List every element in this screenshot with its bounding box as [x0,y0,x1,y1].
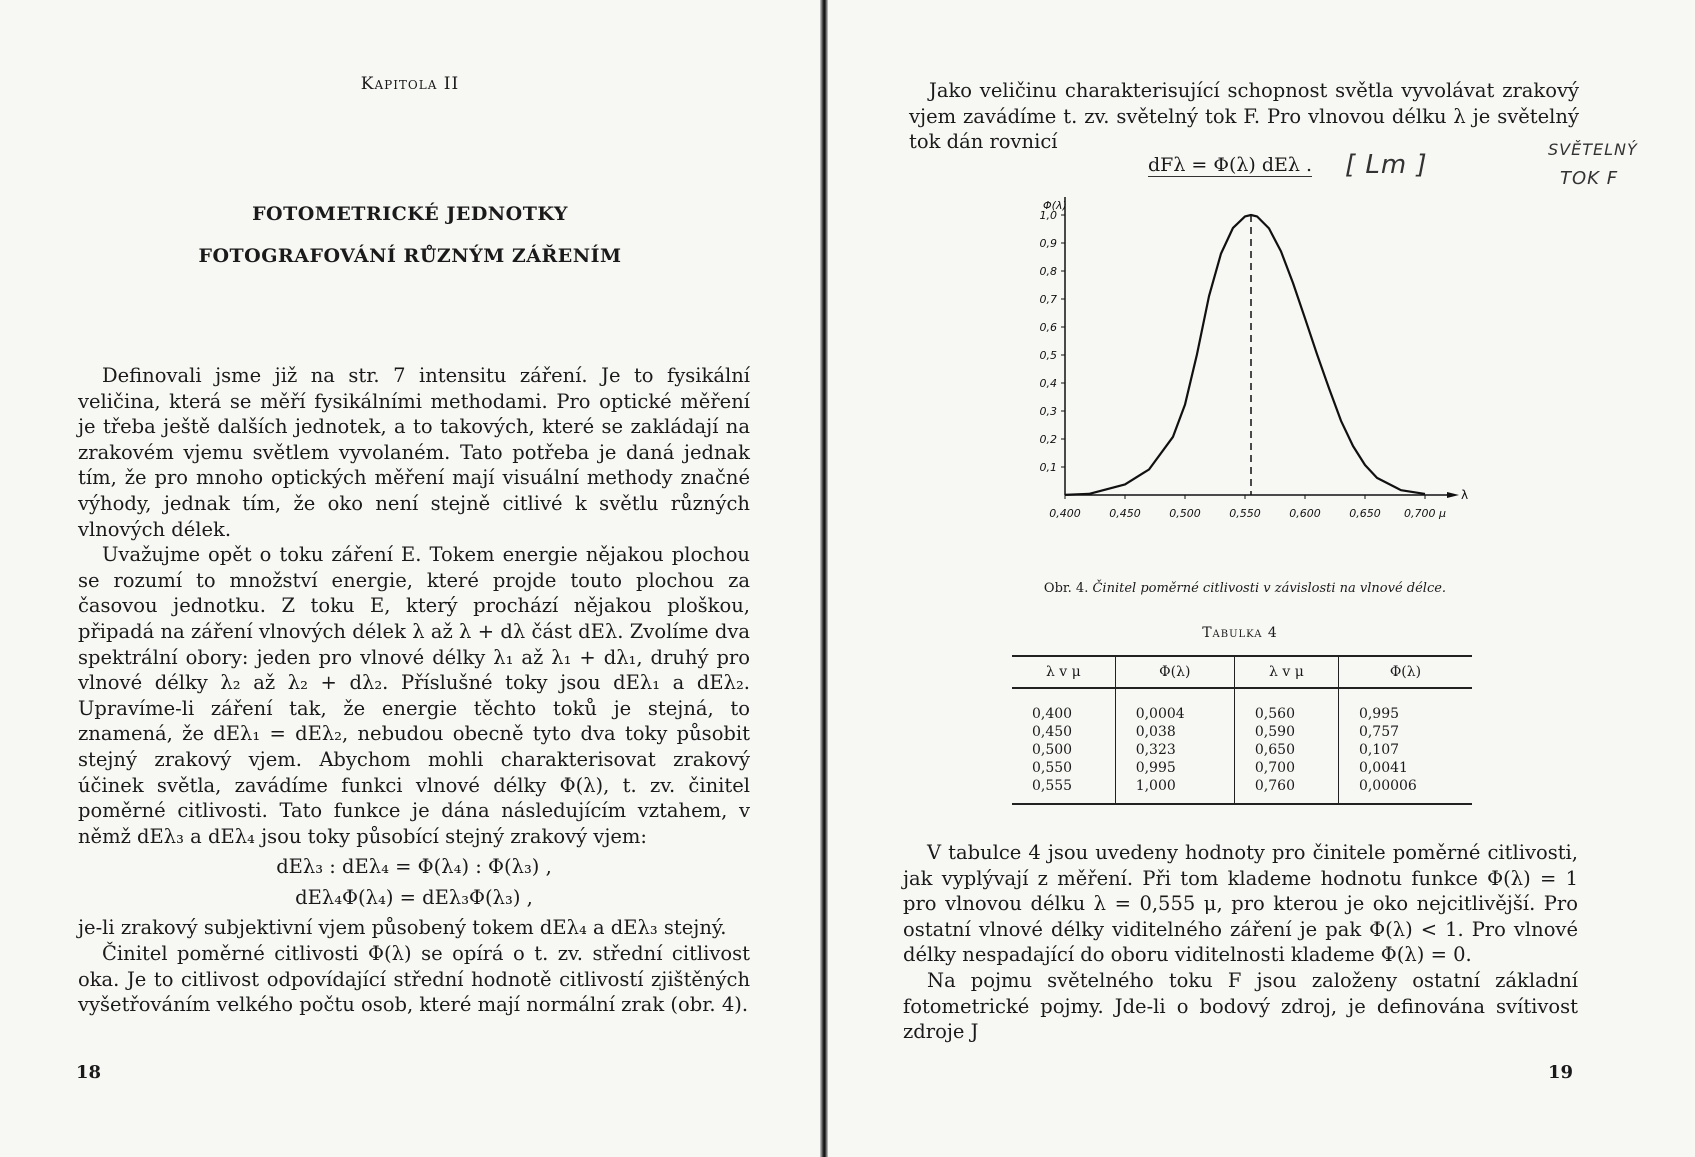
table-column [1234,688,1338,804]
table-cell: 0,650 [1254,742,1295,758]
chapter-title-line1: FOTOMETRICKÉ JEDNOTKY [252,203,568,225]
y-tick-label: 1,0 [1039,209,1057,222]
table-cell: 0,0004 [1135,706,1185,722]
table-cell: 0,400 [1032,706,1073,722]
x-tick-label: 0,550 [1229,507,1261,520]
table-title: Tabulka 4 [1202,625,1278,641]
paragraph: Definovali jsme již na str. 7 intensitu záření. Je to fysikální veličina, která se měří fysikálními methodami. Pro optické měření je třeba ještě dalších jednotek, a to takových, které se zakládají na zrakovém vjemu světlem vyvolaném. Tato potřeba je daná jednak tím, že pro mnoho optických měření mají visuální methody značné výhody, jednak tím, že oko není stejně citlivé k světlu různých vlnových délek. [78,364,750,541]
table-cell: 0,0041 [1358,760,1408,776]
table-column [1338,688,1472,804]
paragraph: Uvažujme opět o toku záření E. Tokem energie nějakou plochou se rozumí to množství energie, které projde touto plochou za časovou jednotku. Z toku E, který prochází nějakou ploškou, připadá na záření vlnových délek λ až λ + dλ část dEλ. Zvolíme dva spektrální obory: jeden pro vlnové délky λ₁ až λ₁ + dλ₁, druhý pro vlnové délky λ₂ až λ₂ + dλ₂. Příslušné toky jsou dEλ₁ a dEλ₂. Upravíme-li záření tak, že energie těchto toků je stejná, to znamená, že dEλ₁ = dEλ₂, nebudou obecně tyto dva toky působit stejný zrakový vjem. Abychom mohli charakterisovat zrakový účinek světla, zavádíme funkci vlnové délky Φ(λ), t. zv. činitel poměrné citlivosti. Tato funkce je dána následujícím vztahem, v němž dEλ₃ a dEλ₄ jsou toky působící stejný zrakový vjem: [78,543,750,848]
y-tick-label: 0,1 [1039,461,1057,474]
table-cell: 0,323 [1135,742,1176,758]
equation: dEλ₃ : dEλ₄ = Φ(λ₄) : Φ(λ₃) , [276,855,552,879]
chapter-title-line2: FOTOGRAFOVÁNÍ RŮZNÝM ZÁŘENÍM [198,245,622,267]
y-tick-label: 0,2 [1039,433,1057,446]
sensitivity-curve [1065,215,1425,495]
right-bottom-text [903,840,1578,1045]
sensitivity-chart [1010,195,1480,565]
paragraph: Činitel poměrné citlivosti Φ(λ) se opírá o t. zv. střední citlivost oka. Je to citlivost odpovídající střední hodnotě citlivostí zjištěných vyšetřováním velkého počtu osob, které mají normální zrak (obr. 4). [78,942,750,1017]
table-cell: 0,700 [1254,760,1295,776]
x-axis-label: λ [1461,488,1469,502]
y-tick-label: 0,6 [1039,321,1057,334]
chapter-label: Kapitola II [360,74,460,94]
figure-caption [1010,581,1480,596]
y-tick-label: 0,4 [1039,377,1057,390]
y-tick-label: 0,3 [1039,405,1057,418]
paragraph: Jako veličinu charakterisující schopnost světla vyvolávat zrakový vjem zavádíme t. zv. světelný tok F. Pro vlnovou délku λ je světelný tok dán rovnicí [909,79,1579,154]
y-axis-label: Φ(λ) [1043,199,1067,212]
page-number: 19 [1548,1062,1574,1083]
x-tick-label: 0,700 μ [1404,507,1446,520]
table-cell: 1,000 [1135,778,1176,794]
y-tick-label: 0,7 [1039,293,1057,306]
table-cell: 0,500 [1032,742,1073,758]
x-tick-label: 0,400 [1049,507,1081,520]
handwritten-note: TOK F [1560,168,1619,189]
y-tick-label: 0,5 [1039,349,1057,362]
table-header: λ v μ [1012,656,1115,688]
table-cell: 0,995 [1358,706,1400,722]
table-cell: 0,555 [1032,778,1073,794]
left-body-text [78,363,750,1018]
table-header-row [1012,656,1472,688]
table-cell: 0,107 [1358,742,1400,758]
table-row [1012,688,1472,804]
table-header: Φ(λ) [1115,656,1234,688]
sensitivity-table [1012,655,1472,805]
table-header: Φ(λ) [1338,656,1472,688]
x-tick-label: 0,450 [1109,507,1141,520]
table-column [1012,688,1115,804]
table-header: λ v μ [1234,656,1338,688]
caption-text: Činitel poměrné citlivosti v závislosti na vlnové délce. [1092,581,1447,596]
x-tick-label: 0,600 [1289,507,1321,520]
table-cell: 0,995 [1135,760,1176,776]
paragraph: V tabulce 4 jsou uvedeny hodnoty pro činitele poměrné citlivosti, jak vyplývají z měření. Při tom klademe hodnotu funkce Φ(λ) = 1 pro vlnovou délku λ = 0,555 μ, pro kterou je oko nejcitlivější. Pro ostatní vlnové délky viditelného záření je pak Φ(λ) < 1. Pro vlnové délky nespadající do oboru viditelnosti klademe Φ(λ) = 0. [903,841,1578,967]
x-tick-label: 0,650 [1349,507,1381,520]
table-column [1115,688,1234,804]
table-cell: 0,560 [1254,706,1295,722]
equation: dEλ₄Φ(λ₄) = dEλ₃Φ(λ₃) , [295,885,533,909]
book-gutter [820,0,828,1157]
table-cell: 0,760 [1254,778,1295,794]
table-cell: 0,038 [1135,724,1176,740]
left-page [0,0,820,1157]
right-top-text [909,78,1579,155]
table-cell: 0,00006 [1358,778,1417,794]
table-cell: 0,757 [1358,724,1400,740]
paragraph: Na pojmu světelného toku F jsou založeny ostatní základní fotometrické pojmy. Jde-li o bodový zdroj, je definována svítivost zdroje J [903,968,1578,1044]
y-tick-label: 0,8 [1039,265,1057,278]
caption-label: Obr. 4. [1043,581,1089,596]
equation-light-flux: dFλ = Φ(λ) dEλ . [1148,154,1313,176]
x-tick-label: 0,500 [1169,507,1201,520]
y-tick-label: 0,9 [1039,237,1057,250]
handwritten-note: SVĚTELNÝ [1548,140,1638,159]
chart-svg [1010,195,1480,565]
x-axis-arrow [1447,492,1459,498]
table-cell: 0,450 [1032,724,1073,740]
table-cell: 0,550 [1032,760,1073,776]
paragraph: je-li zrakový subjektivní vjem působený tokem dEλ₄ a dEλ₃ stejný. [78,916,727,940]
page-number: 18 [76,1062,102,1083]
table-cell: 0,590 [1254,724,1295,740]
handwritten-unit: [ Lm ] [1345,150,1428,180]
